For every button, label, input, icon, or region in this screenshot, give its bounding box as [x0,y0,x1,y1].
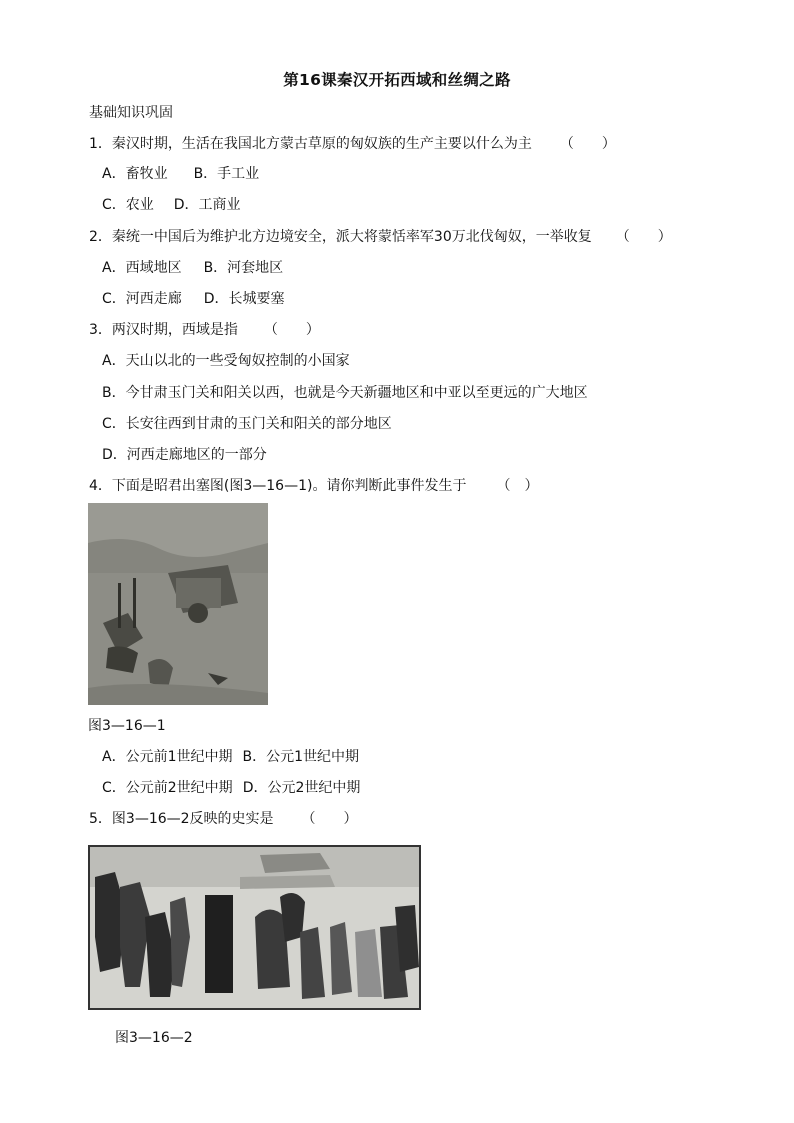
figure-1-caption: 图3—16—1 [88,718,166,734]
q3-option-d: D．河西走廊地区的一部分 [102,447,267,463]
question-4-options-row-1 [102,747,359,767]
q1-option-a: A．畜牧业 [102,166,168,182]
question-3-stem: 3．两汉时期，西域是指 [89,322,238,338]
question-4-options-row-2 [102,778,360,798]
question-5-bracket: （ ） [301,811,358,827]
question-2 [89,227,672,247]
q1-option-d: D．工商业 [173,197,241,213]
q4-option-d: D．公元2世纪中期 [242,780,361,796]
question-2-bracket: （ ） [615,229,672,245]
question-4-stem: 4．下面是昭君出塞图(图3—16—1)。请你判断此事件发生于 [89,478,467,494]
question-3-bracket: （ ） [263,322,320,338]
q3-option-c: C．长安往西到甘肃的玉门关和阳关的部分地区 [102,416,392,432]
question-1-stem: 1．秦汉时期，生活在我国北方蒙古草原的匈奴族的生产主要以什么为主 [89,136,532,152]
q4-option-c: C．公元前2世纪中期 [102,780,233,796]
section-heading: 基础知识巩固 [89,105,173,121]
q1-option-b: B．手工业 [193,166,260,182]
question-2-stem: 2．秦统一中国后为维护北方边境安全，派大将蒙恬率军30万北伐匈奴，一举收复 [89,229,592,245]
question-4 [89,476,538,496]
question-1-options-row-2 [102,195,241,215]
q2-option-d: D．长城要塞 [203,291,285,307]
question-1-bracket: （ ） [559,136,616,152]
q3-option-b: B．今甘肃玉门关和阳关以西，也就是今天新疆地区和中亚以至更远的广大地区 [102,385,588,401]
question-2-options-row-2 [102,289,285,309]
question-5-stem: 5．图3—16—2反映的史实是 [89,811,274,827]
q1-option-c: C．农业 [102,197,154,213]
q4-option-b: B．公元1世纪中期 [242,749,359,765]
q2-option-c: C．河西走廊 [102,291,182,307]
question-2-options-row-1 [102,258,283,278]
zhaojun-painting-image [88,503,268,705]
q2-option-a: A．西域地区 [102,260,182,276]
figure-2-caption: 图3—16—2 [115,1030,193,1046]
q4-option-a: A．公元前1世纪中期 [102,749,233,765]
question-1 [89,134,616,154]
question-4-bracket: （ ） [496,478,539,494]
q2-option-b: B．河套地区 [203,260,284,276]
question-5 [89,809,358,829]
q3-option-a: A．天山以北的一些受匈奴控制的小国家 [102,353,350,369]
page-title: 第16课秦汉开拓西域和丝绸之路 [283,71,511,89]
question-1-options-row-1 [102,164,259,184]
mural-image [88,845,421,1010]
question-3 [89,320,320,340]
